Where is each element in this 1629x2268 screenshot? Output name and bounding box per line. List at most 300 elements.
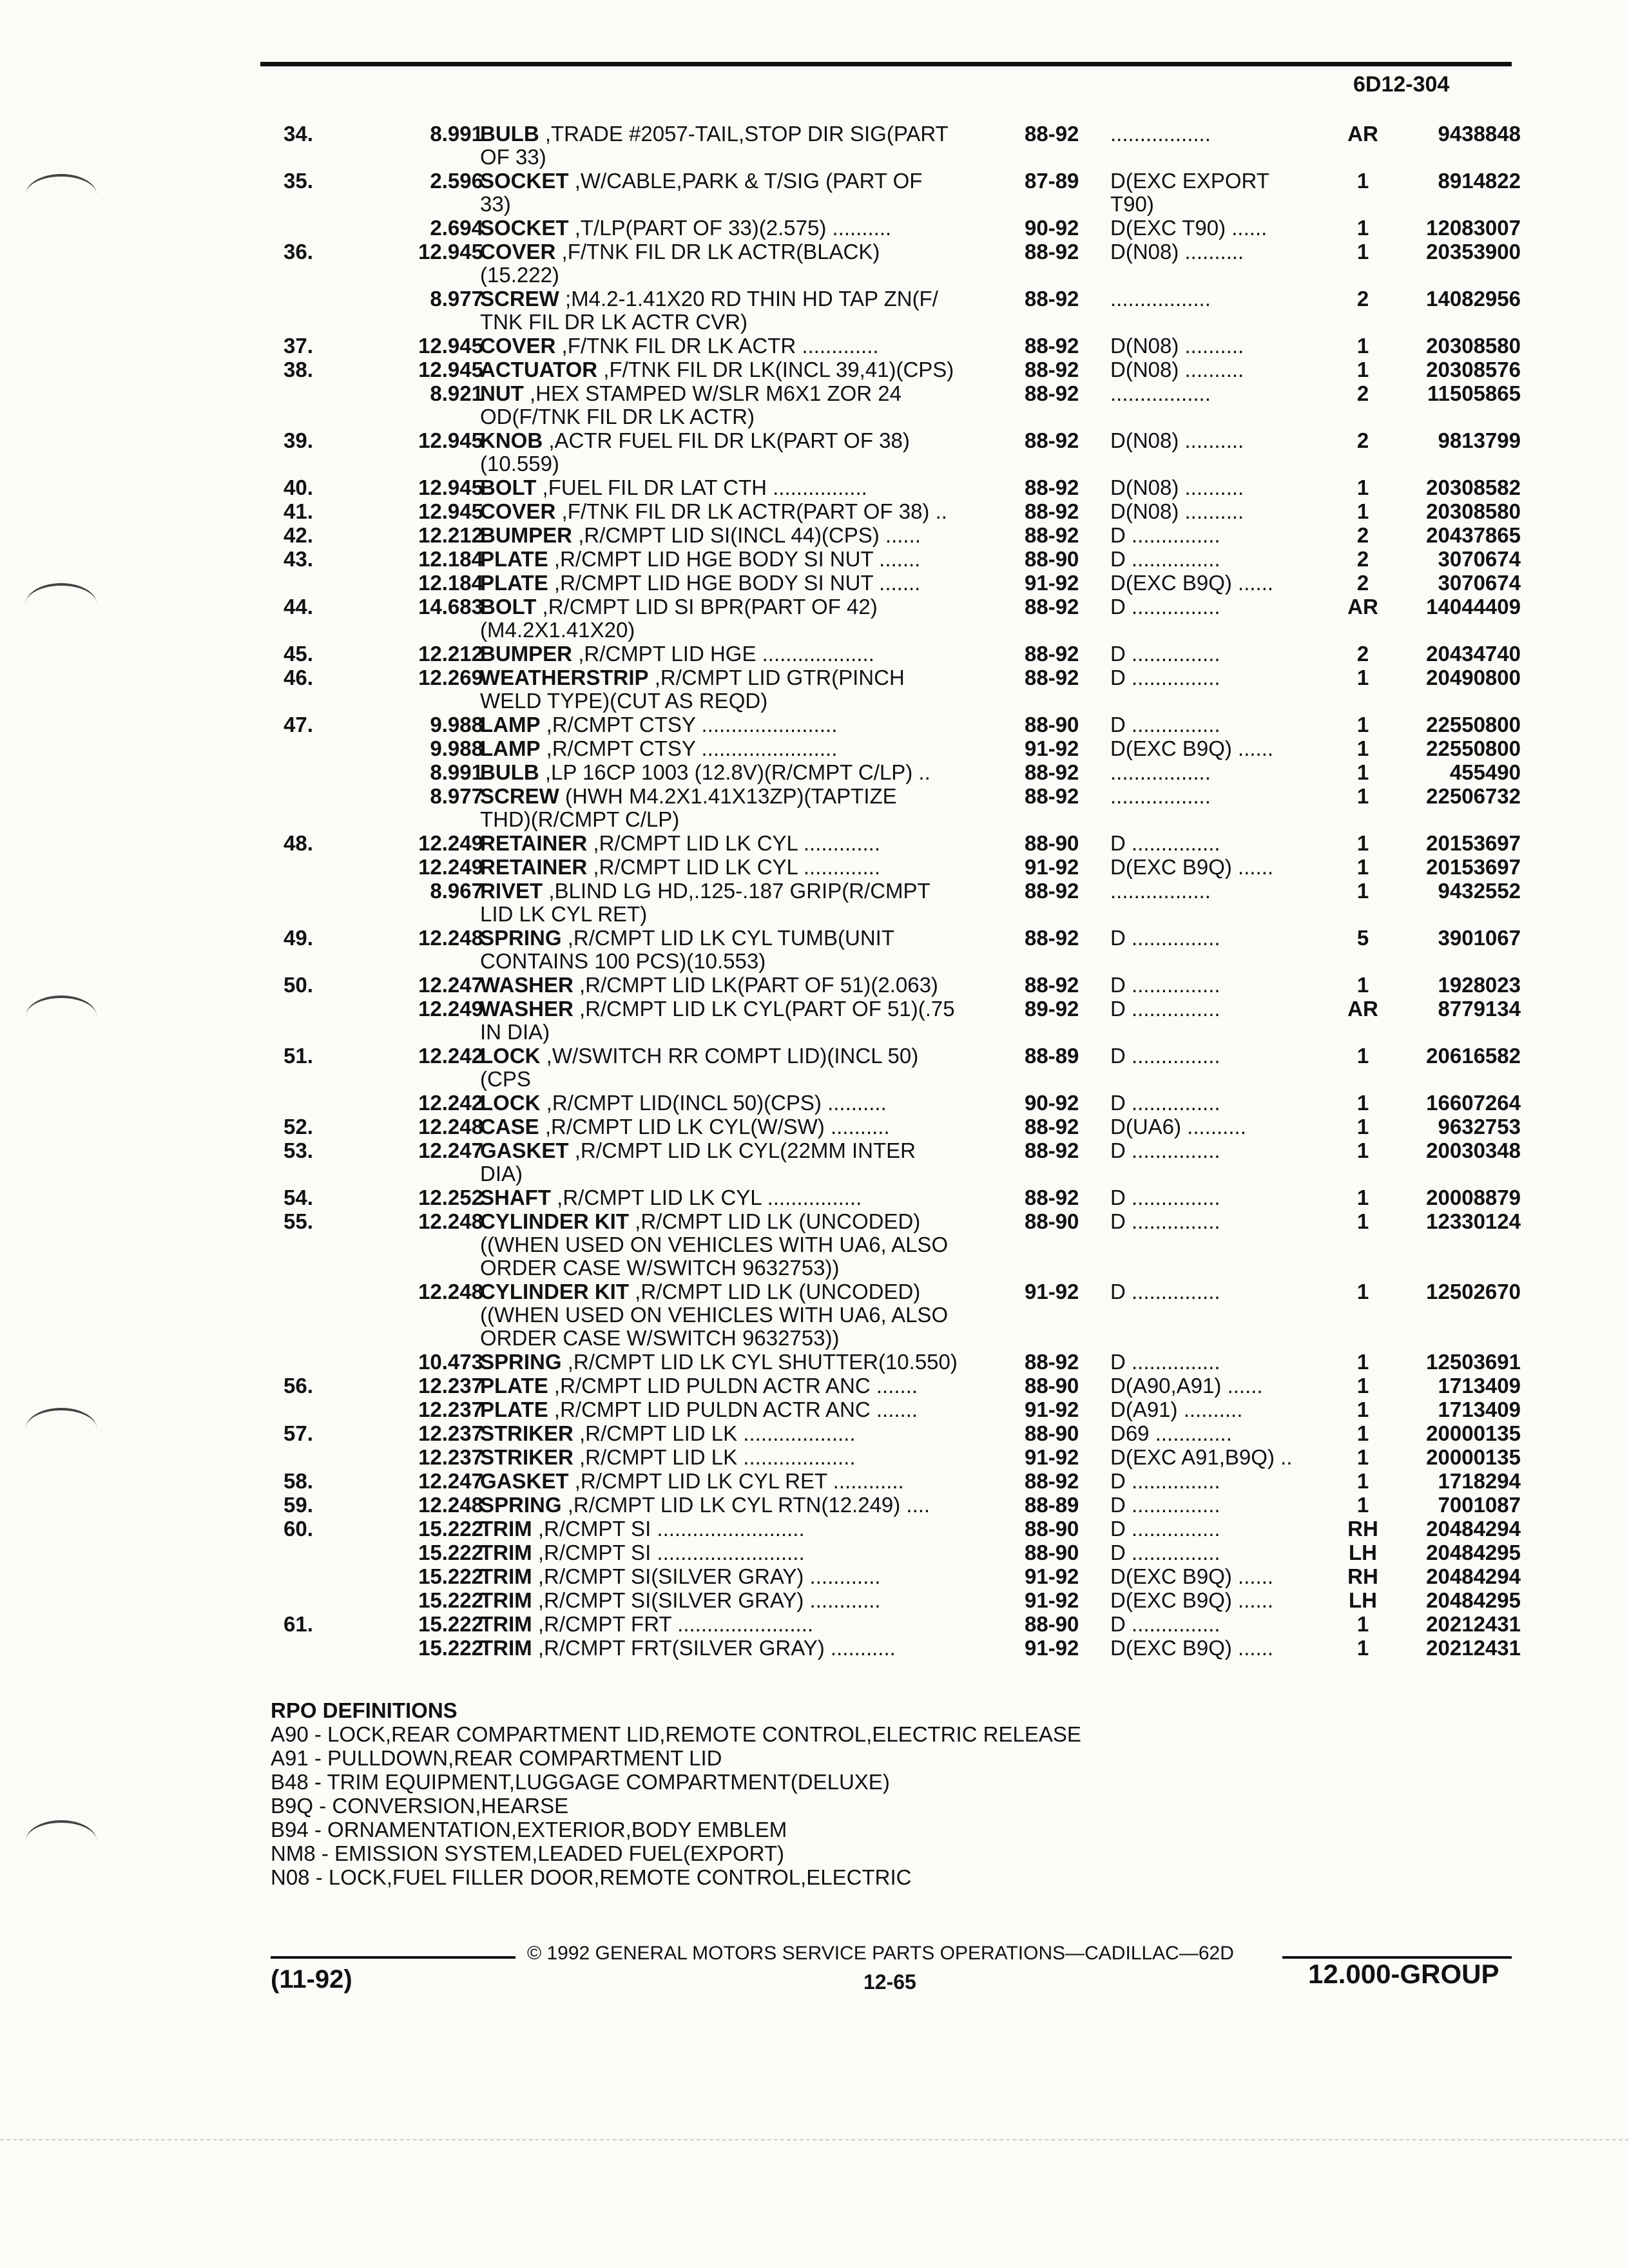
parts-list (284, 122, 1521, 1660)
quantity: 1 (1356, 1091, 1369, 1115)
binder-hole-mark (26, 583, 97, 624)
model-years: 90-92 (1025, 216, 1079, 240)
model-years: 87-89 (1025, 169, 1079, 193)
part-number: 11505865 (1427, 381, 1521, 405)
option-text: D(N08) .......... (1110, 334, 1244, 358)
part-detail: ,R/CMPT LID LK (UNCODED) (635, 1280, 921, 1303)
table-row (284, 169, 1521, 216)
model-years: 91-92 (1025, 1280, 1079, 1303)
option-text-cont: T90) (1110, 192, 1154, 216)
option-code (1110, 1350, 1342, 1374)
part-detail-cont: (CPS (480, 1067, 531, 1091)
quantity: 1 (1356, 1280, 1369, 1303)
table-row (284, 1186, 1521, 1210)
table-row (284, 216, 1521, 240)
quantity: 1 (1356, 973, 1369, 997)
quantity: 1 (1356, 358, 1369, 381)
table-row (284, 382, 1521, 429)
option-code (1110, 832, 1342, 855)
model-years: 88-92 (1025, 523, 1079, 547)
option-text: D(EXC B9Q) ...... (1110, 1564, 1274, 1588)
table-row (284, 287, 1521, 334)
group-number: 9.988 (430, 736, 483, 760)
part-name: NUT (480, 381, 524, 405)
part-number: 14044409 (1426, 595, 1521, 619)
table-row (284, 240, 1521, 287)
ref-number: 37. (284, 334, 313, 358)
part-name: PLATE (480, 1374, 548, 1398)
rpo-definitions (271, 1698, 1081, 1889)
group-number: 12.184 (418, 547, 483, 571)
option-code (1110, 1422, 1342, 1445)
quantity: 1 (1356, 499, 1369, 523)
option-text: D ............... (1110, 595, 1220, 619)
model-years: 88-90 (1025, 547, 1079, 571)
group-number: 12.237 (418, 1374, 483, 1398)
table-row (284, 737, 1521, 761)
group-number: 12.212 (418, 642, 483, 666)
ref-number: 56. (284, 1374, 313, 1398)
part-number: 455490 (1449, 760, 1521, 784)
part-detail: ,R/CMPT LID GTR(PINCH (654, 666, 905, 689)
option-code (1110, 1494, 1342, 1517)
model-years: 88-92 (1025, 1186, 1079, 1209)
part-name: TRIM (480, 1517, 532, 1541)
group-number: 15.222 (418, 1612, 483, 1636)
ref-number: 42. (284, 523, 313, 547)
model-years: 88-92 (1025, 642, 1079, 666)
ref-number: 38. (284, 358, 313, 381)
quantity: 1 (1356, 216, 1369, 240)
part-name: WASHER (480, 973, 574, 997)
part-number: 1718294 (1438, 1469, 1521, 1493)
part-name: SPRING (480, 926, 562, 950)
table-row (284, 761, 1521, 785)
part-number: 20008879 (1426, 1186, 1521, 1209)
table-row (284, 974, 1521, 997)
option-code (1110, 1565, 1342, 1588)
ref-number: 57. (284, 1421, 313, 1445)
part-number: 20153697 (1426, 855, 1521, 879)
part-detail: ,R/CMPT SI ......................... (537, 1541, 805, 1564)
option-text: ................. (1110, 287, 1211, 311)
part-name: LOCK (480, 1044, 541, 1068)
part-detail-cont: (M4.2X1.41X20) (480, 618, 635, 642)
part-number: 3070674 (1438, 547, 1521, 571)
part-number: 20353900 (1426, 240, 1521, 264)
ref-number: 55. (284, 1209, 313, 1233)
table-row (284, 1115, 1521, 1139)
option-text: D ............... (1110, 666, 1220, 689)
model-years: 88-92 (1025, 784, 1079, 808)
model-years: 88-92 (1025, 1350, 1079, 1374)
group-number: 12.248 (418, 1493, 483, 1517)
part-detail: ,F/TNK FIL DR LK ACTR(PART OF 38) .. (561, 499, 947, 523)
rpo-item: B94 - ORNAMENTATION,EXTERIOR,BODY EMBLEM (271, 1818, 787, 1841)
option-code (1110, 1637, 1342, 1660)
table-row (284, 927, 1521, 974)
option-text: D(A90,A91) ...... (1110, 1374, 1263, 1398)
part-detail: ,R/CMPT SI ......................... (537, 1517, 805, 1541)
group-number: 12.247 (418, 973, 483, 997)
part-number: 8779134 (1438, 997, 1521, 1021)
table-row (284, 879, 1521, 927)
model-years: 88-92 (1025, 926, 1079, 950)
part-number: 9432552 (1438, 879, 1521, 903)
header-rule (260, 62, 1512, 66)
group-number: 12.269 (418, 666, 483, 689)
table-row (284, 1091, 1521, 1115)
option-code (1110, 1613, 1342, 1636)
group-number: 12.945 (418, 358, 483, 381)
binder-hole-mark (26, 174, 97, 215)
table-row (284, 524, 1521, 548)
table-row (284, 1280, 1521, 1350)
quantity: 1 (1356, 666, 1369, 689)
quantity: 1 (1356, 1445, 1369, 1469)
part-name: RETAINER (480, 855, 588, 879)
option-code (1110, 927, 1342, 950)
quantity: 2 (1356, 428, 1369, 452)
rpo-heading: RPO DEFINITIONS (271, 1698, 458, 1722)
table-row (284, 832, 1521, 856)
quantity: 1 (1356, 1350, 1369, 1374)
option-text: D ............... (1110, 523, 1220, 547)
part-name: SOCKET (480, 216, 569, 240)
quantity: 1 (1356, 169, 1369, 193)
quantity: 1 (1356, 1044, 1369, 1068)
option-code (1110, 642, 1342, 666)
part-detail: ,R/CMPT LID LK CYL(PART OF 51)(.75 (579, 997, 955, 1021)
part-detail-cont: 33) (480, 192, 511, 216)
option-code (1110, 334, 1342, 358)
ref-number: 40. (284, 476, 313, 499)
quantity: AR (1347, 122, 1378, 146)
quantity: 2 (1356, 547, 1369, 571)
part-number: 20484294 (1426, 1517, 1521, 1541)
date-code: (11-92) (271, 1965, 352, 1994)
table-row (284, 856, 1521, 879)
group-number: 9.988 (430, 713, 483, 736)
option-code (1110, 572, 1342, 595)
quantity: 1 (1356, 476, 1369, 499)
rpo-item: B9Q - CONVERSION,HEARSE (271, 1794, 569, 1818)
option-code (1110, 216, 1342, 240)
part-name: SOCKET (480, 169, 569, 193)
table-row (284, 476, 1521, 500)
option-code (1110, 666, 1342, 689)
group-number: 2.596 (430, 169, 483, 193)
part-name: BOLT (480, 476, 537, 499)
model-years: 91-92 (1025, 855, 1079, 879)
model-years: 88-90 (1025, 1421, 1079, 1445)
model-years: 88-90 (1025, 1612, 1079, 1636)
model-years: 88-90 (1025, 1541, 1079, 1564)
part-name: WASHER (480, 997, 574, 1021)
ref-number: 39. (284, 428, 313, 452)
option-text: D ............... (1110, 547, 1220, 571)
table-row (284, 334, 1521, 358)
part-number: 20212431 (1426, 1636, 1521, 1660)
option-text: ................. (1110, 760, 1211, 784)
group-number: 12.945 (418, 240, 483, 264)
quantity: LH (1349, 1541, 1377, 1564)
option-text: D(N08) .......... (1110, 428, 1244, 452)
quantity: 1 (1356, 1612, 1369, 1636)
option-code (1110, 524, 1342, 547)
table-row (284, 1398, 1521, 1422)
part-name: KNOB (480, 428, 543, 452)
option-text: D ............... (1110, 1139, 1220, 1162)
binder-hole-mark (26, 1820, 97, 1861)
part-detail: ,R/CMPT LID LK CYL(22MM INTER (574, 1139, 916, 1162)
option-code (1110, 1139, 1342, 1162)
option-code (1110, 429, 1342, 452)
model-years: 91-92 (1025, 1445, 1079, 1469)
part-detail: ,R/CMPT CTSY ....................... (546, 736, 838, 760)
part-name: BULB (480, 122, 539, 146)
binder-hole-mark (26, 995, 97, 1037)
table-row (284, 548, 1521, 572)
model-years: 88-92 (1025, 1139, 1079, 1162)
quantity: 1 (1356, 240, 1369, 264)
group-number: 15.222 (418, 1588, 483, 1612)
option-text: D ............... (1110, 1541, 1220, 1564)
model-years: 88-90 (1025, 1517, 1079, 1541)
part-number: 20484295 (1426, 1541, 1521, 1564)
option-code (1110, 169, 1342, 216)
part-detail-cont: IN DIA) (480, 1020, 550, 1044)
part-detail: ,HEX STAMPED W/SLR M6X1 ZOR 24 (530, 381, 902, 405)
footer-rule-left (271, 1956, 516, 1959)
group-number: 12.945 (418, 476, 483, 499)
part-number: 1713409 (1438, 1374, 1521, 1398)
option-text: D ............... (1110, 831, 1220, 855)
quantity: 1 (1356, 1139, 1369, 1162)
part-number: 22506732 (1426, 784, 1521, 808)
group-number: 15.222 (418, 1541, 483, 1564)
quantity: RH (1347, 1564, 1378, 1588)
model-years: 88-92 (1025, 499, 1079, 523)
part-detail-cont: THD)(R/CMPT C/LP) (480, 807, 680, 831)
part-name: SCREW (480, 287, 559, 311)
option-text: D(N08) .......... (1110, 240, 1244, 264)
option-text: D(EXC B9Q) ...... (1110, 1588, 1274, 1612)
group-number: 12.247 (418, 1469, 483, 1493)
part-detail-cont: OF 33) (480, 145, 546, 169)
ref-number: 47. (284, 713, 313, 736)
part-detail: ,R/CMPT LID LK CYL TUMB(UNIT (567, 926, 894, 950)
model-years: 88-89 (1025, 1044, 1079, 1068)
part-detail: ,R/CMPT LID LK CYL ............. (593, 831, 881, 855)
quantity: 1 (1356, 879, 1369, 903)
ref-number: 46. (284, 666, 313, 689)
part-number: 12503691 (1426, 1350, 1521, 1374)
part-name: TRIM (480, 1588, 532, 1612)
part-name: COVER (480, 334, 556, 358)
part-number: 20000135 (1426, 1445, 1521, 1469)
part-detail: ,F/TNK FIL DR LK ACTR ............. (561, 334, 879, 358)
part-detail: ,R/CMPT SI(SILVER GRAY) ............ (537, 1564, 881, 1588)
quantity: 1 (1356, 334, 1369, 358)
model-years: 88-92 (1025, 428, 1079, 452)
option-text: D(EXC B9Q) ...... (1110, 855, 1274, 879)
model-years: 91-92 (1025, 736, 1079, 760)
ref-number: 41. (284, 499, 313, 523)
group-number: 12.242 (418, 1044, 483, 1068)
part-name: PLATE (480, 571, 548, 595)
model-years: 91-92 (1025, 571, 1079, 595)
option-code (1110, 122, 1342, 146)
part-detail-cont: LID LK CYL RET) (480, 902, 648, 926)
model-years: 88-90 (1025, 831, 1079, 855)
part-detail-cont: ORDER CASE W/SWITCH 9632753)) (480, 1326, 840, 1350)
quantity: 1 (1356, 1469, 1369, 1493)
part-detail: ,W/SWITCH RR COMPT LID)(INCL 50) (546, 1044, 919, 1068)
model-years: 88-90 (1025, 1374, 1079, 1398)
quantity: 1 (1356, 855, 1369, 879)
part-detail-cont: DIA) (480, 1162, 523, 1186)
group-number: 8.921 (430, 381, 483, 405)
model-years: 91-92 (1025, 1398, 1079, 1421)
part-number: 9438848 (1438, 122, 1521, 146)
part-detail: ,R/CMPT LID LK ................... (579, 1445, 856, 1469)
ref-number: 54. (284, 1186, 313, 1209)
option-code (1110, 1091, 1342, 1115)
option-text: D ............... (1110, 973, 1220, 997)
part-detail: ,R/CMPT LID LK ................... (579, 1421, 856, 1445)
group-number: 12.249 (418, 831, 483, 855)
part-name: CASE (480, 1115, 539, 1139)
part-name: LAMP (480, 736, 541, 760)
option-code (1110, 879, 1342, 903)
part-number: 1713409 (1438, 1398, 1521, 1421)
part-number: 20000135 (1426, 1421, 1521, 1445)
page-number: 12-65 (863, 1970, 916, 1994)
quantity: 1 (1356, 736, 1369, 760)
group-number: 2.694 (430, 216, 483, 240)
option-code (1110, 713, 1342, 736)
part-name: TRIM (480, 1612, 532, 1636)
part-detail: ,R/CMPT LID HGE BODY SI NUT ....... (554, 571, 921, 595)
part-detail: ,R/CMPT LID LK CYL RTN(12.249) .... (567, 1493, 930, 1517)
option-text: ................. (1110, 784, 1211, 808)
quantity: 2 (1356, 523, 1369, 547)
option-code (1110, 476, 1342, 499)
quantity: 1 (1356, 760, 1369, 784)
part-name: RIVET (480, 879, 543, 903)
group-number: 12.237 (418, 1398, 483, 1421)
model-years: 88-92 (1025, 879, 1079, 903)
option-text: D ............... (1110, 1091, 1220, 1115)
option-code (1110, 240, 1342, 264)
part-name: GASKET (480, 1139, 569, 1162)
quantity: 1 (1356, 831, 1369, 855)
model-years: 88-92 (1025, 287, 1079, 311)
part-number: 14082956 (1426, 287, 1521, 311)
part-name: STRIKER (480, 1421, 574, 1445)
group-number: 15.222 (418, 1564, 483, 1588)
option-code (1110, 856, 1342, 879)
group-number: 12.247 (418, 1139, 483, 1162)
part-name: SPRING (480, 1493, 562, 1517)
part-detail-cont: WELD TYPE)(CUT AS REQD) (480, 689, 768, 713)
rpo-item: A90 - LOCK,REAR COMPARTMENT LID,REMOTE CONTROL,ELECTRIC RELEASE (271, 1722, 1081, 1746)
part-number: 20484294 (1426, 1564, 1521, 1588)
group-number: 8.991 (430, 122, 483, 146)
rpo-item: N08 - LOCK,FUEL FILLER DOOR,REMOTE CONTROL,ELECTRIC (271, 1865, 912, 1889)
quantity: AR (1347, 997, 1378, 1021)
part-name: ACTUATOR (480, 358, 598, 381)
part-detail: ,F/TNK FIL DR LK ACTR(BLACK) (561, 240, 880, 264)
option-text: D ............... (1110, 1517, 1220, 1541)
option-code (1110, 595, 1342, 619)
group-number: 12.237 (418, 1445, 483, 1469)
table-row (284, 1517, 1521, 1541)
part-detail: (HWH M4.2X1.41X13ZP)(TAPTIZE (565, 784, 897, 808)
binder-hole-mark (26, 1408, 97, 1449)
option-text: D(A91) .......... (1110, 1398, 1243, 1421)
quantity: 2 (1356, 287, 1369, 311)
option-text: D(EXC A91,B9Q) .. (1110, 1445, 1293, 1469)
part-detail: ,BLIND LG HD,.125-.187 GRIP(R/CMPT (548, 879, 930, 903)
part-detail: ,R/CMPT LID LK CYL ............. (593, 855, 881, 879)
part-detail: ,R/CMPT FRT ....................... (537, 1612, 814, 1636)
quantity: 2 (1356, 642, 1369, 666)
option-code (1110, 1280, 1342, 1303)
option-code (1110, 1517, 1342, 1541)
part-detail: ,R/CMPT LID PULDN ACTR ANC ....... (554, 1374, 918, 1398)
group-number: 12.242 (418, 1091, 483, 1115)
part-name: GASKET (480, 1469, 569, 1493)
table-row (284, 572, 1521, 595)
table-row (284, 122, 1521, 169)
quantity: LH (1349, 1588, 1377, 1612)
model-years: 88-92 (1025, 358, 1079, 381)
ref-number: 49. (284, 926, 313, 950)
table-row (284, 1139, 1521, 1186)
group-number: 12.249 (418, 855, 483, 879)
model-years: 90-92 (1025, 1091, 1079, 1115)
option-code (1110, 761, 1342, 784)
part-detail: ,T/LP(PART OF 33)(2.575) .......... (574, 216, 892, 240)
option-code (1110, 1186, 1342, 1209)
table-row (284, 429, 1521, 476)
ref-number: 50. (284, 973, 313, 997)
option-code (1110, 785, 1342, 808)
table-row (284, 1446, 1521, 1470)
part-number: 20484295 (1426, 1588, 1521, 1612)
group-number: 14.683 (418, 595, 483, 619)
part-name: STRIKER (480, 1445, 574, 1469)
part-name: SPRING (480, 1350, 562, 1374)
part-name: WEATHERSTRIP (480, 666, 649, 689)
group-number: 12.248 (418, 1115, 483, 1139)
table-row (284, 997, 1521, 1044)
part-name: TRIM (480, 1564, 532, 1588)
option-text: D(EXC T90) ...... (1110, 216, 1268, 240)
part-number: 20030348 (1426, 1139, 1521, 1162)
part-detail-cont: ((WHEN USED ON VEHICLES WITH UA6, ALSO (480, 1233, 949, 1256)
table-row (284, 1613, 1521, 1637)
part-number: 8914822 (1438, 169, 1521, 193)
model-years: 88-92 (1025, 760, 1079, 784)
ref-number: 61. (284, 1612, 313, 1636)
part-name: COVER (480, 240, 556, 264)
model-years: 88-92 (1025, 1115, 1079, 1139)
part-name: SHAFT (480, 1186, 551, 1209)
model-years: 91-92 (1025, 1636, 1079, 1660)
